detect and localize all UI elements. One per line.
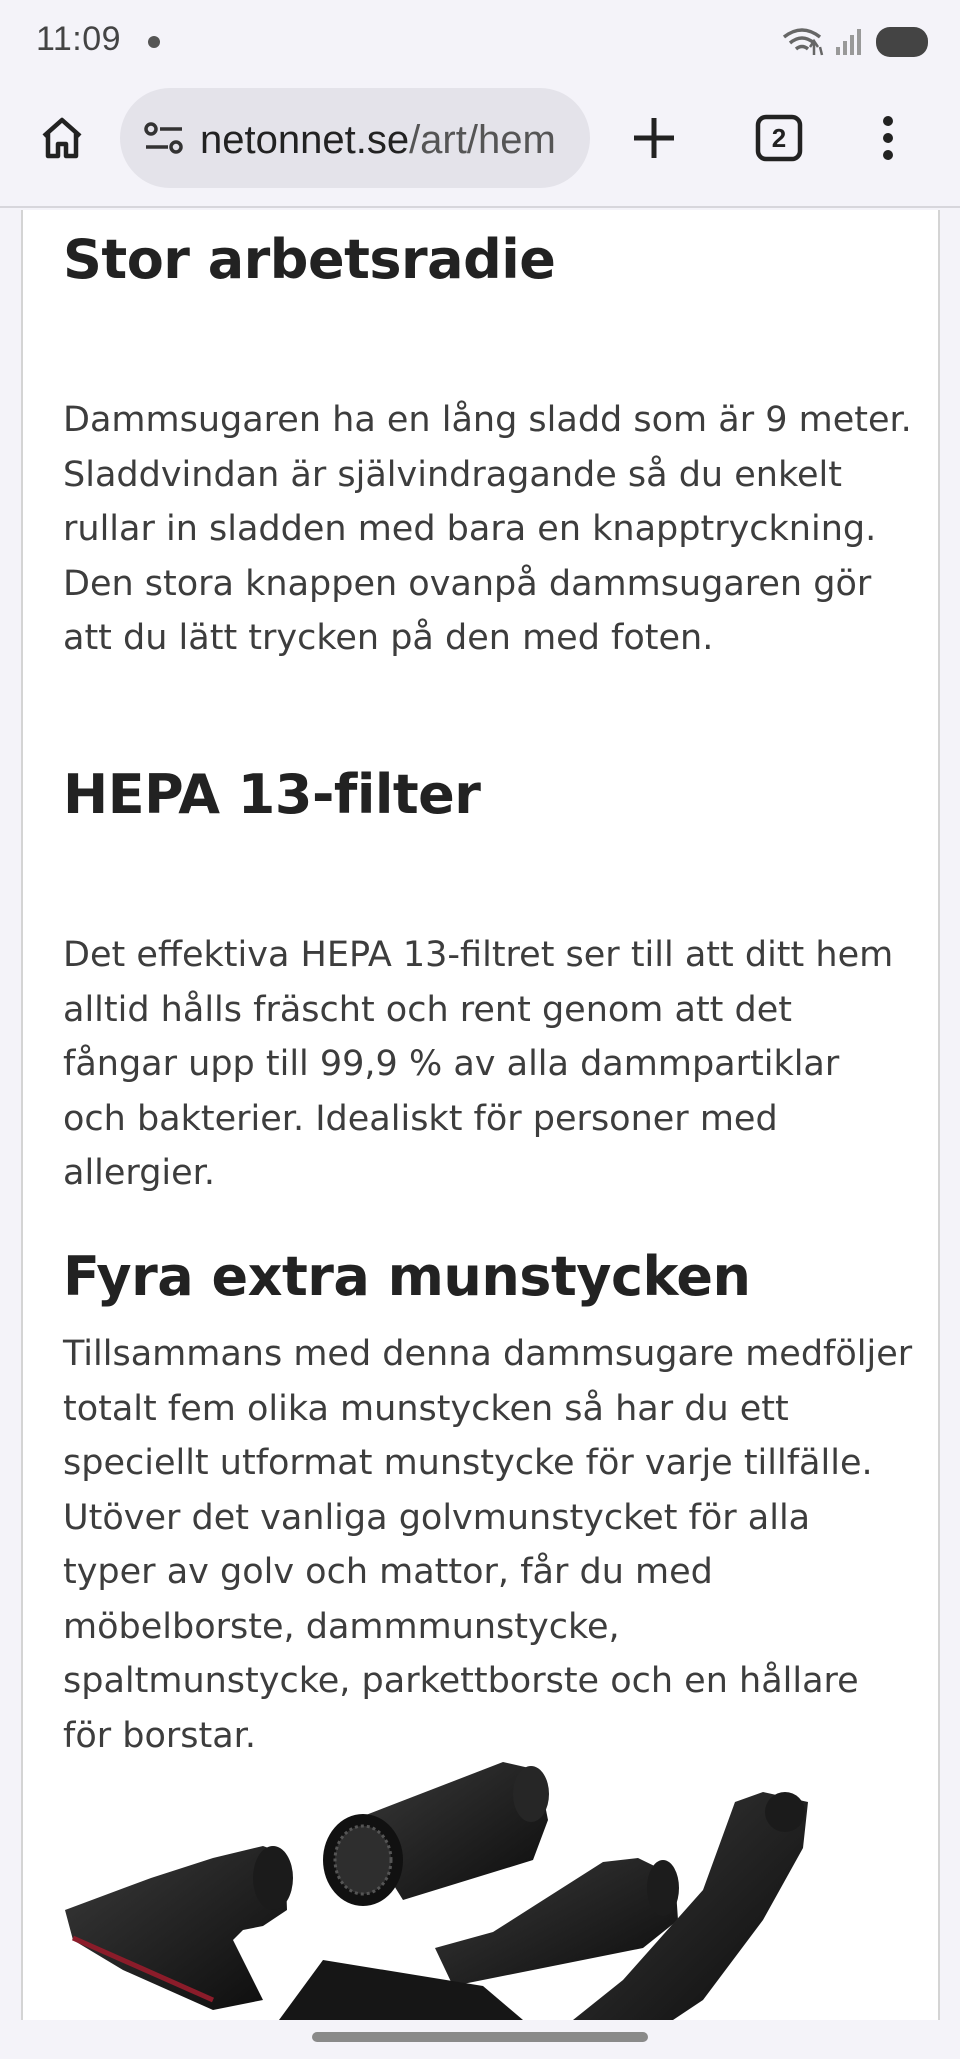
address-bar[interactable] — [120, 88, 590, 188]
section-heading-nozzles: Fyra extra munstycken — [63, 1245, 751, 1308]
more-menu-icon — [881, 115, 895, 161]
signal-icon — [834, 27, 864, 57]
web-page — [0, 210, 960, 2020]
tab-switcher-button[interactable] — [745, 104, 813, 172]
section-heading-hepa-filter: HEPA 13-filter — [63, 763, 481, 826]
home-button[interactable] — [30, 102, 94, 174]
browser-toolbar — [0, 84, 960, 208]
site-settings-button[interactable] — [142, 118, 186, 158]
status-icons — [780, 22, 932, 62]
site-settings-icon — [144, 120, 184, 156]
new-tab-icon — [632, 116, 676, 160]
home-indicator[interactable] — [312, 2032, 648, 2042]
status-bar — [0, 0, 960, 84]
section-body-nozzles: Tillsammans med denna dammsugare medföljer totalt fem olika munstycken så har du ett speciellt utformat munstycke för varje tillfälle. Utöver det vanliga golvmunstycket för alla typer av golv och mattor, får du med möbelborste, dammmunstycke, spaltmunstycke, parkettborste och en hållare för borstar. — [63, 1334, 913, 1756]
home-icon — [38, 114, 86, 162]
section-body-work-radius: Dammsugaren ha en lång sladd som är 9 meter. Sladdvindan är självindragande så du enkelt rullar in sladden med bara en knapptryckning. Den stora knappen ovanpå dammsugaren gör att du lätt trycken på den med foten. — [63, 400, 912, 658]
notification-dot-icon — [148, 36, 160, 48]
section-heading-work-radius: Stor arbetsradie — [63, 228, 556, 291]
url-path: /art/hem — [409, 118, 556, 162]
battery-icon — [874, 24, 932, 60]
wifi-icon — [780, 25, 824, 59]
status-time: 11:09 — [36, 20, 122, 58]
more-menu-button[interactable] — [868, 102, 908, 174]
url-domain: netonnet.se — [200, 118, 410, 162]
nozzle-accessories-image — [63, 1750, 823, 2020]
tab-count: 2 — [771, 122, 787, 153]
section-body-hepa-filter: Det effektiva HEPA 13-filtret ser till att ditt hem alltid hålls fräscht och rent genom att det fångar upp till 99,9 % av alla dammpartiklar och bakterier. Idealiskt för personer med allergier. — [63, 935, 894, 1193]
product-description — [21, 210, 940, 2020]
new-tab-button[interactable] — [620, 104, 688, 172]
url-text[interactable] — [200, 118, 580, 163]
